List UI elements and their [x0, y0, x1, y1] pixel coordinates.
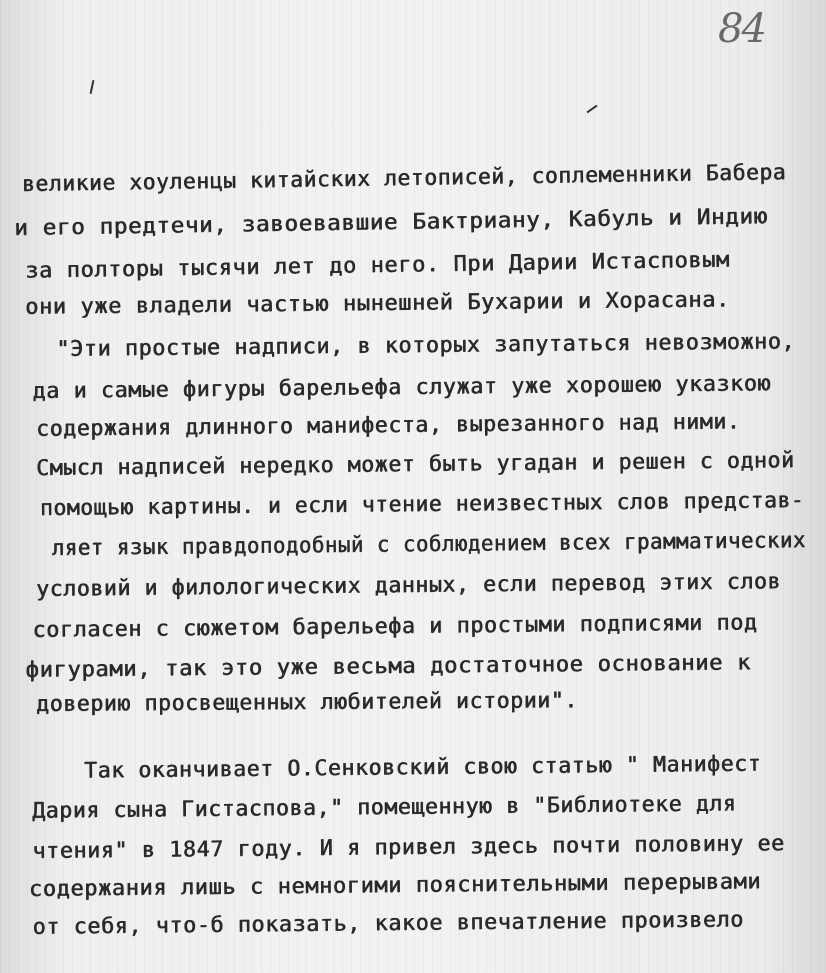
text-line: и его предтечи, завоевавшие Бактриану, Кабуль и Индию [13, 204, 768, 241]
text-line: Дария сына Гистаспова," помещенную в "Библиотеке для [31, 791, 737, 824]
text-line: Так оканчивает О.Сенковский свою статью " Манифест [83, 751, 762, 784]
text-line: великие хоуленцы китайских летописей, соплеменники Бабера [21, 159, 787, 198]
text-line: да и самые фигуры барельефа служат уже хорошею указкою [32, 371, 772, 404]
text-line: "Эти простые надписи, в которых запутаться невозможно, [56, 329, 796, 362]
text-line: доверию просвещенных любителей истории". [35, 688, 578, 717]
text-line: согласен с сюжетом барельефа и простыми подписями под [32, 610, 758, 643]
page-number: 84 [718, 6, 765, 52]
text-line: условий и филологических данных, если перевод этих слов [35, 569, 782, 602]
text-line: помощью картины. и если чтение неизвестных слов представ- [39, 487, 805, 522]
text-line: они уже владели частью нынешней Бухарии и Хорасана. [24, 287, 730, 320]
text-line: чтения" в 1847 году. И я привел здесь почти половину ее [32, 831, 785, 864]
text-line: Смысл надписей нередко может быть угадан и решен с одной [35, 448, 795, 481]
text-line: от себя, что-б показать, какое впечатление произвело [32, 907, 744, 940]
text-line: содержания длинного манифеста, вырезанного над ними. [35, 409, 741, 442]
text-line: содержания лишь с немногими пояснительными перерывами [28, 869, 762, 902]
text-line: фигурами, так это уже весьма достаточное основание к [25, 650, 751, 683]
text-line: за полторы тысячи лет до него. При Дарии Истасповым [24, 247, 730, 284]
text-line: ляет язык правдоподобный с соблюдением всех грамматических [51, 528, 806, 561]
